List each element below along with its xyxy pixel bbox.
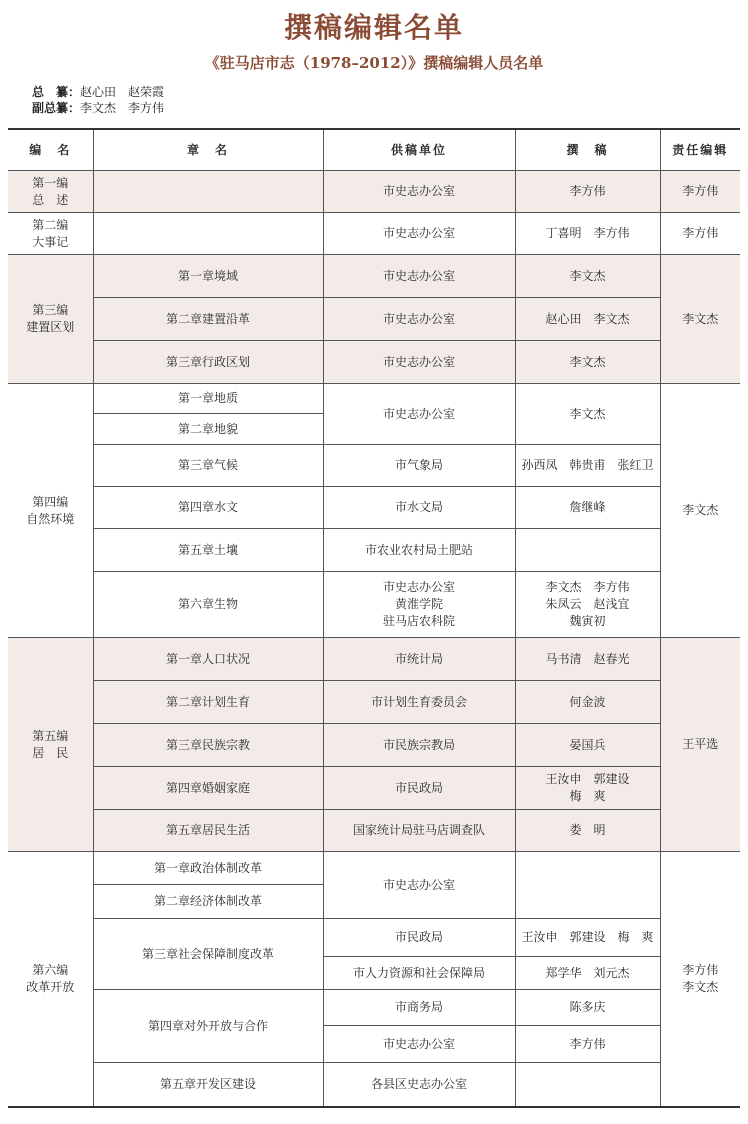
writer-cell: 王汝申 郭建设 梅 爽 [515,767,660,810]
writer-cell: 陈多庆 [515,990,660,1026]
chapter-cell: 第三章民族宗教 [93,724,323,767]
unit-cell: 市统计局 [323,638,515,681]
unit-cell: 市史志办公室 [323,171,515,213]
chapter-cell: 第一章政治体制改革 [93,852,323,885]
table-row [8,298,740,341]
unit-cell: 各县区史志办公室 [323,1063,515,1107]
deputy-editors [32,99,164,116]
unit-cell: 市民族宗教局 [323,724,515,767]
unit-cell: 市计划生育委员会 [323,681,515,724]
table-row [8,445,740,487]
chapter-cell: 第二章地貌 [93,414,323,445]
unit-cell: 市气象局 [323,445,515,487]
header-editor: 责任编辑 [660,129,740,171]
section-name: 第一编 总 述 [8,171,93,213]
editor-cell: 李方伟 [660,213,740,255]
unit-cell: 市史志办公室 [323,341,515,384]
chapter-cell: 第二章建置沿革 [93,298,323,341]
chief-editors [32,83,164,100]
writer-cell: 何金波 [515,681,660,724]
chief-editor-label: 总 纂： [32,85,81,99]
writer-cell: 孙西凤 韩贵甫 张红卫 [515,445,660,487]
writer-cell: 马书清 赵春光 [515,638,660,681]
unit-cell: 市水文局 [323,487,515,529]
table-row [8,767,740,810]
unit-cell: 市民政局 [323,767,515,810]
writer-cell: 娄 明 [515,810,660,852]
editor-cell: 李方伟 [660,171,740,213]
unit-cell: 市史志办公室 [323,1026,515,1063]
table-row [8,529,740,572]
editor-cell: 王平选 [660,638,740,852]
unit-cell: 市农业农村局土肥站 [323,529,515,572]
section-name: 第六编 改革开放 [8,852,93,1107]
header-writer: 撰 稿 [515,129,660,171]
deputy-editor-names: 李文杰 李方伟 [80,101,165,115]
header-unit: 供稿单位 [323,129,515,171]
writer-cell: 王汝申 郭建设 梅 爽 [515,919,660,957]
unit-cell: 国家统计局驻马店调查队 [323,810,515,852]
header-section: 编 名 [8,129,93,171]
table-row [8,810,740,852]
table-row [8,171,740,213]
chapter-cell: 第三章气候 [93,445,323,487]
table-row [8,681,740,724]
table-row [8,255,740,298]
table-row [8,990,740,1026]
chapter-cell [93,213,323,255]
table-row [8,919,740,957]
writer-cell: 丁喜明 李方伟 [515,213,660,255]
writer-cell [515,1063,660,1107]
section-name: 第二编 大事记 [8,213,93,255]
writer-cell: 李方伟 [515,1026,660,1063]
table-row [8,724,740,767]
table-header-row [8,129,740,171]
section-name: 第五编 居 民 [8,638,93,852]
page-subtitle: 《驻马店市志（1978–2012）》撰稿编辑人员名单 [204,54,544,72]
table-row [8,638,740,681]
chapter-cell [93,171,323,213]
chapter-cell: 第二章经济体制改革 [93,885,323,919]
unit-cell: 市史志办公室 [323,255,515,298]
writer-cell [515,852,660,919]
table-row [8,487,740,529]
writer-cell [515,529,660,572]
section-name: 第三编 建置区划 [8,255,93,384]
table-row [8,341,740,384]
chapter-cell: 第二章计划生育 [93,681,323,724]
table-row [8,213,740,255]
unit-cell: 市史志办公室 黄淮学院 驻马店农科院 [323,572,515,638]
chapter-cell: 第五章土壤 [93,529,323,572]
table-row [8,572,740,638]
chief-editor-names: 赵心田 赵荣霞 [80,85,165,99]
writer-cell: 赵心田 李文杰 [515,298,660,341]
table-row [8,1063,740,1107]
editor-cell: 李文杰 [660,255,740,384]
staff-table [8,128,740,1108]
table-row [8,852,740,885]
writer-cell: 郑学华 刘元杰 [515,957,660,990]
unit-cell: 市史志办公室 [323,852,515,919]
chapter-cell: 第四章对外开放与合作 [93,990,323,1063]
page-title: 撰稿编辑名单 [283,11,464,44]
editor-cell: 李方伟 李文杰 [660,852,740,1107]
table-row [8,384,740,414]
chapter-cell: 第四章婚姻家庭 [93,767,323,810]
chapter-cell: 第六章生物 [93,572,323,638]
writer-cell: 李文杰 [515,341,660,384]
chapter-cell: 第五章开发区建设 [93,1063,323,1107]
writer-cell: 晏国兵 [515,724,660,767]
writer-cell: 李文杰 [515,384,660,445]
unit-cell: 市史志办公室 [323,384,515,445]
chapter-cell: 第一章人口状况 [93,638,323,681]
unit-cell: 市史志办公室 [323,213,515,255]
section-name: 第四编 自然环境 [8,384,93,638]
unit-cell: 市商务局 [323,990,515,1026]
chapter-cell: 第三章社会保障制度改革 [93,919,323,990]
writer-cell: 詹继峰 [515,487,660,529]
deputy-editor-label: 副总纂： [32,101,81,115]
writer-cell: 李文杰 李方伟 朱凤云 赵浅宜 魏寅初 [515,572,660,638]
chapter-cell: 第三章行政区划 [93,341,323,384]
unit-cell: 市史志办公室 [323,298,515,341]
writer-cell: 李文杰 [515,255,660,298]
header-chapter: 章 名 [93,129,323,171]
chapter-cell: 第一章境域 [93,255,323,298]
unit-cell: 市民政局 [323,919,515,957]
unit-cell: 市人力资源和社会保障局 [323,957,515,990]
chapter-cell: 第四章水文 [93,487,323,529]
chapter-cell: 第五章居民生活 [93,810,323,852]
writer-cell: 李方伟 [515,171,660,213]
chapter-cell: 第一章地质 [93,384,323,414]
editor-cell: 李文杰 [660,384,740,638]
